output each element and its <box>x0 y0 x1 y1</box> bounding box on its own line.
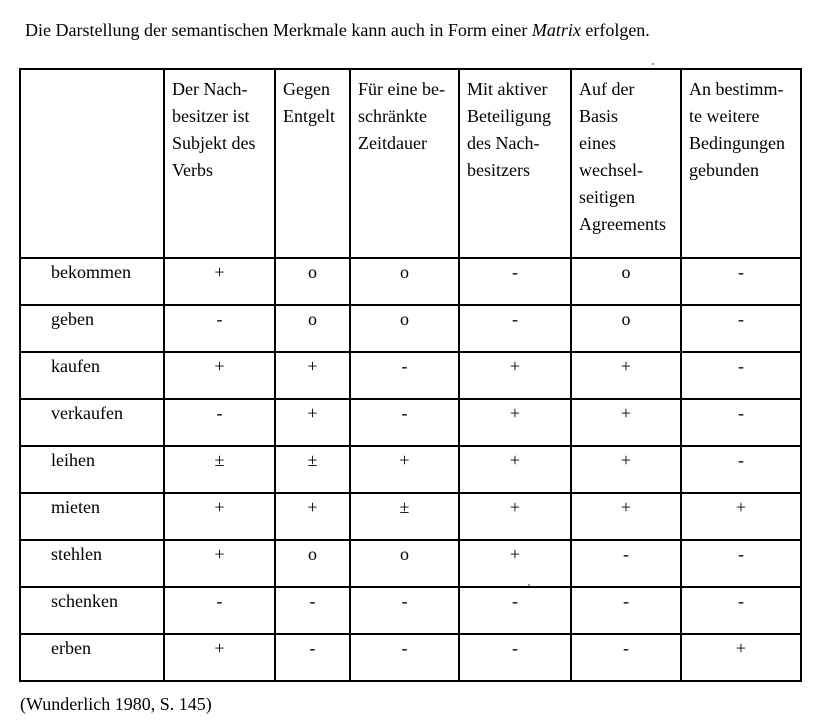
feature-value: o <box>571 305 681 352</box>
verb-label: kaufen <box>20 352 164 399</box>
feature-value: o <box>350 305 459 352</box>
intro-emphasis: Matrix <box>531 20 581 40</box>
verb-label: erben <box>20 634 164 681</box>
feature-value: + <box>459 446 571 493</box>
feature-value: - <box>459 258 571 305</box>
intro-sentence <box>25 20 650 41</box>
feature-value: o <box>571 258 681 305</box>
table-row <box>20 493 801 540</box>
verb-label: mieten <box>20 493 164 540</box>
feature-value: - <box>571 540 681 587</box>
feature-value: + <box>681 634 801 681</box>
feature-value: + <box>571 399 681 446</box>
feature-value: + <box>571 352 681 399</box>
feature-value: - <box>164 399 275 446</box>
feature-value: + <box>681 493 801 540</box>
table-row <box>20 399 801 446</box>
feature-value: o <box>350 258 459 305</box>
feature-value: - <box>350 587 459 634</box>
table-row <box>20 352 801 399</box>
feature-value: - <box>459 634 571 681</box>
feature-value: - <box>681 540 801 587</box>
feature-value: - <box>275 587 350 634</box>
feature-value: + <box>164 493 275 540</box>
verb-label: verkaufen <box>20 399 164 446</box>
column-header: An bestimm- te weitere Bedingungen gebunden <box>681 69 801 258</box>
feature-value: - <box>350 399 459 446</box>
feature-value: + <box>275 493 350 540</box>
table-row <box>20 634 801 681</box>
table-row <box>20 258 801 305</box>
feature-value: o <box>350 540 459 587</box>
feature-value: - <box>275 634 350 681</box>
feature-value: - <box>459 305 571 352</box>
feature-value: + <box>571 493 681 540</box>
feature-value: - <box>350 634 459 681</box>
feature-value: + <box>164 352 275 399</box>
feature-value: o <box>275 305 350 352</box>
column-header: Für eine be- schränkte Zeitdauer <box>350 69 459 258</box>
table-row <box>20 540 801 587</box>
feature-value: + <box>275 352 350 399</box>
feature-value: - <box>350 352 459 399</box>
feature-value: o <box>275 258 350 305</box>
intro-text: Die Darstellung der semantischen Merkmale kann auch in Form einer <box>25 20 532 40</box>
feature-value: + <box>571 446 681 493</box>
feature-value: - <box>681 305 801 352</box>
feature-value: - <box>164 305 275 352</box>
column-header: Auf der Basis eines wechsel- seitigen Agreements <box>571 69 681 258</box>
verb-label: stehlen <box>20 540 164 587</box>
column-header: Gegen Entgelt <box>275 69 350 258</box>
table-row <box>20 446 801 493</box>
feature-value: ± <box>275 446 350 493</box>
feature-value: ± <box>164 446 275 493</box>
feature-value: + <box>164 540 275 587</box>
table-row <box>20 587 801 634</box>
feature-value: - <box>681 399 801 446</box>
semantic-feature-matrix <box>19 68 802 682</box>
feature-value: ± <box>350 493 459 540</box>
verb-label: geben <box>20 305 164 352</box>
feature-value: + <box>459 493 571 540</box>
verb-label: bekommen <box>20 258 164 305</box>
feature-value: + <box>459 540 571 587</box>
feature-value: - <box>681 446 801 493</box>
feature-value: - <box>681 587 801 634</box>
source-citation: (Wunderlich 1980, S. 145) <box>20 694 212 714</box>
table-row <box>20 305 801 352</box>
feature-value: + <box>164 258 275 305</box>
column-header: Der Nach- besitzer ist Subjekt des Verbs <box>164 69 275 258</box>
feature-value: - <box>681 352 801 399</box>
corner-cell <box>20 69 164 258</box>
feature-value: - <box>571 634 681 681</box>
feature-value: - <box>459 587 571 634</box>
feature-value: - <box>681 258 801 305</box>
scan-speck <box>652 63 654 65</box>
column-header: Mit aktiver Beteiligung des Nach- besitzers <box>459 69 571 258</box>
verb-label: leihen <box>20 446 164 493</box>
feature-value: + <box>459 399 571 446</box>
feature-value: o <box>275 540 350 587</box>
feature-value: + <box>459 352 571 399</box>
scan-speck <box>528 584 530 586</box>
header-row <box>20 69 801 258</box>
verb-label: schenken <box>20 587 164 634</box>
feature-value: - <box>571 587 681 634</box>
feature-value: + <box>164 634 275 681</box>
intro-text-end: erfolgen. <box>580 20 650 40</box>
feature-value: + <box>350 446 459 493</box>
feature-value: - <box>164 587 275 634</box>
feature-value: + <box>275 399 350 446</box>
